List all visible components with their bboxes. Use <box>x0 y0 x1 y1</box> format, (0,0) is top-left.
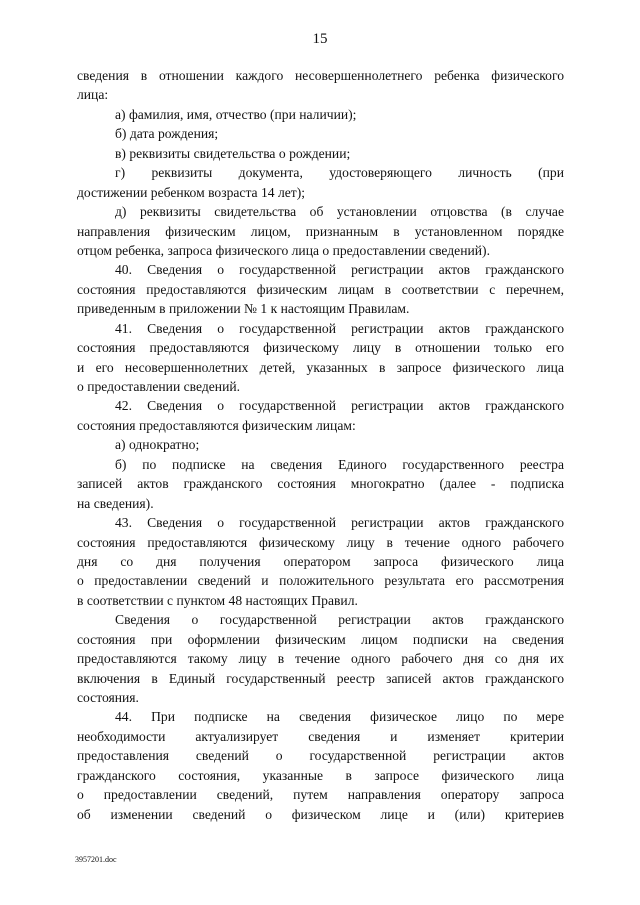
text-line: 40. Сведения о государственной регистрации актов гражданского <box>115 262 564 278</box>
text-line: Сведения о государственной регистрации актов гражданского <box>115 612 564 628</box>
text-line: предоставляются такому лицу в течение одного рабочего дня со дня их <box>77 651 564 667</box>
text-line: приведенным в приложении № 1 к настоящим Правилам. <box>77 301 410 317</box>
text-line: о предоставлении сведений, путем направления оператору запроса <box>77 787 564 803</box>
text-line: предоставления сведений о государственной регистрации актов <box>77 748 564 764</box>
text-line: а) однократно; <box>115 437 200 453</box>
page-number: 15 <box>312 31 328 47</box>
text-line: 42. Сведения о государственной регистрации актов гражданского <box>115 398 564 414</box>
text-line: сведения в отношении каждого несовершеннолетнего ребенка физического <box>77 68 564 83</box>
text-line: о предоставлении сведений и положительного результата его рассмотрения <box>77 573 564 589</box>
text-line: 41. Сведения о государственной регистрации актов гражданского <box>115 320 564 336</box>
text-line: состояния предоставляются физическому лицу в отношении только его <box>77 340 564 356</box>
text-line: записей актов гражданского состояния многократно (далее - подписка <box>77 476 564 492</box>
text-line: 44. При подписке на сведения физическое лицо по мере <box>115 709 564 725</box>
text-line: на сведения). <box>77 495 154 511</box>
text-line: состояния. <box>77 690 139 705</box>
text-line: д) реквизиты свидетельства об установлении отцовства (в случае <box>115 204 564 220</box>
text-line: б) по подписке на сведения Единого государственного реестра <box>115 456 564 472</box>
text-line: состояния при оформлении физическим лицом подписки на сведения <box>77 631 564 647</box>
text-line: отцом ребенка, запроса физического лица о предоставлении сведений). <box>77 242 490 258</box>
text-line: направления физическим лицом, признанным в установленном порядке <box>77 223 564 239</box>
text-line: достижении ребенком возраста 14 лет); <box>77 184 306 200</box>
text-line: г) реквизиты документа, удостоверяющего личность (при <box>115 165 564 181</box>
text-line: 43. Сведения о государственной регистрации актов гражданского <box>115 515 564 531</box>
document-body <box>77 66 564 824</box>
text-line: б) дата рождения; <box>115 126 219 142</box>
text-line: в) реквизиты свидетельства о рождении; <box>115 145 351 161</box>
text-line: а) фамилия, имя, отчество (при наличии); <box>115 106 357 122</box>
text-line: гражданского состояния, указанные в запросе физического лица <box>77 767 564 783</box>
text-line: дня со дня получения оператором запроса физического лица <box>77 553 564 569</box>
text-line: состояния предоставляются физическим лицам: <box>77 417 356 433</box>
text-line: об изменении сведений о физическом лице и (или) критериев <box>77 806 564 822</box>
text-line: состояния предоставляются физическому лицу в течение одного рабочего <box>77 534 564 550</box>
text-line: состояния предоставляются физическим лицам в соответствии с перечнем, <box>77 281 564 297</box>
footer-filename: 3957201.doc <box>75 855 117 864</box>
text-line: в соответствии с пунктом 48 настоящих Правил. <box>77 592 358 608</box>
text-line: необходимости актуализирует сведения и изменяет критерии <box>77 728 564 744</box>
text-line: лица: <box>77 87 109 103</box>
text-line: и его несовершеннолетних детей, указанных в запросе физического лица <box>77 359 564 375</box>
text-line: включения в Единый государственный реестр записей актов гражданского <box>77 670 564 686</box>
text-line: о предоставлении сведений. <box>77 379 241 394</box>
